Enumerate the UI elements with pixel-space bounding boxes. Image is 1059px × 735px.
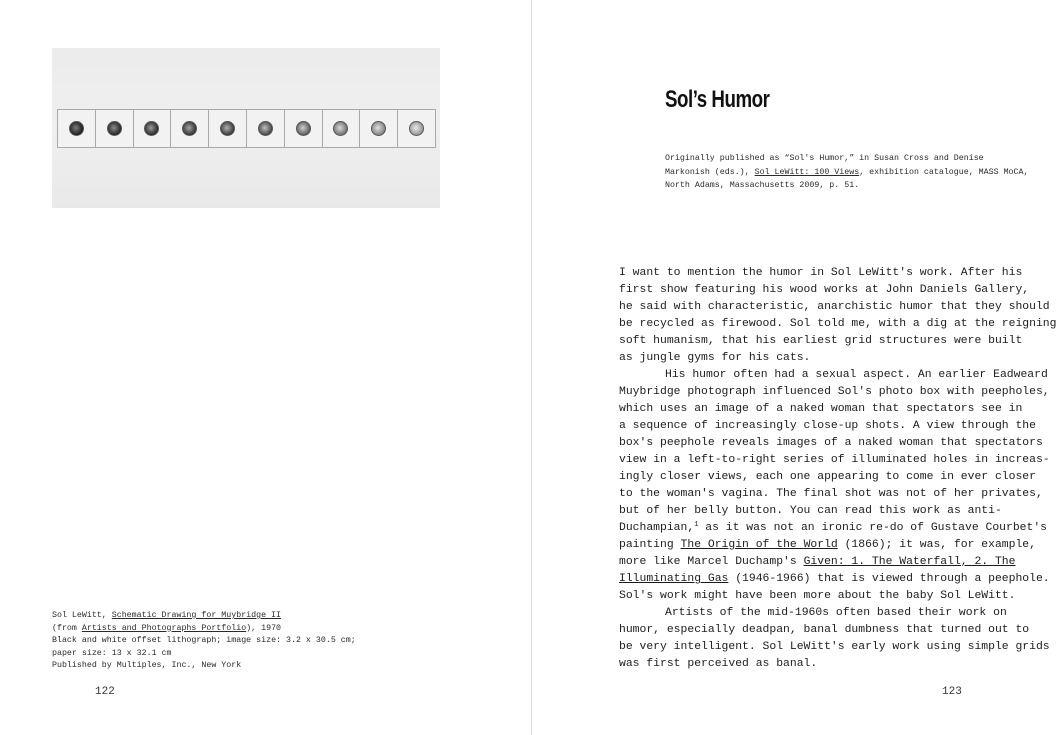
body-line: ingly closer views, each one appearing to come in ever closer: [619, 471, 1036, 483]
body-text-span: painting: [619, 539, 681, 551]
body-line: [619, 554, 1019, 571]
artwork-frame: [322, 109, 360, 148]
artwork-frame: [133, 109, 171, 148]
body-line: I want to mention the humor in Sol LeWitt's work. After his: [619, 267, 1023, 279]
artwork-image: [52, 48, 440, 208]
source-line: [665, 166, 1029, 180]
page-number-left: 122: [95, 686, 115, 698]
caption-title: Schematic Drawing for Muybridge II: [111, 611, 282, 620]
artwork-frames: [57, 109, 436, 148]
body-line: Muybridge photograph influenced Sol's photo box with peepholes,: [619, 386, 1050, 398]
body-text-span: as it was not an ironic re-do of Gustave Courbet's: [698, 522, 1048, 534]
source-line: Originally published as “Sol's Humor,” in Susan Cross and Denise: [665, 154, 984, 163]
caption-publisher: Published by Multiples, Inc., New York: [52, 661, 242, 670]
artwork-frame: [359, 109, 397, 148]
body-text-span: (1946-1966) that is viewed through a peephole.: [728, 573, 1050, 585]
caption-paper-size: paper size: 13 x 32.1 cm: [52, 648, 172, 658]
body-line: humor, especially deadpan, banal dumbness that turned out to: [619, 624, 1030, 636]
source-line: North Adams, Massachusetts 2009, p. 51.: [665, 181, 860, 190]
body-line: to the woman's vagina. The final shot was not of her privates,: [619, 488, 1043, 500]
body-line: but of her belly button. You can read this work as anti-: [619, 505, 1002, 517]
body-line: His humor often had a sexual aspect. An earlier Eadweard: [665, 369, 1048, 381]
body-line: view in a left-to-right series of illuminated holes in increas-: [619, 454, 1050, 466]
artwork-frame: [170, 109, 208, 148]
body-line: soft humanism, that his earliest grid structures were built: [619, 335, 1023, 347]
caption-line: [52, 610, 452, 623]
body-text-span: more like Marcel Duchamp's: [619, 556, 804, 568]
body-line: [619, 537, 1036, 554]
body-line: as jungle gyms for his cats.: [619, 352, 811, 364]
artwork-title-origin: The Origin of the World: [680, 539, 838, 551]
artwork-frame: [95, 109, 133, 148]
page-number-right: 123: [942, 686, 962, 698]
artwork-frame: [57, 109, 95, 148]
artwork-frame: [208, 109, 246, 148]
artwork-frame: [397, 109, 436, 148]
body-line: [619, 571, 1050, 588]
right-page: [532, 0, 1059, 735]
footnote-ref[interactable]: 1: [694, 521, 699, 529]
body-line: Sol's work might have been more about the baby Sol LeWitt.: [619, 590, 1016, 602]
body-line: [619, 520, 1048, 537]
artwork-frame: [246, 109, 284, 148]
body-line: he said with characteristic, anarchistic humor that they should: [619, 301, 1050, 313]
source-book-title: Sol LeWitt: 100 Views: [754, 167, 860, 177]
caption-line: [52, 623, 452, 636]
body-line: box's peephole reveals images of a naked woman that spectators: [619, 437, 1043, 449]
body-text-span: (1866); it was, for example,: [837, 539, 1036, 551]
caption-artist: Sol LeWitt,: [52, 611, 112, 620]
body-line: a sequence of increasingly close-up shots. A view through the: [619, 420, 1036, 432]
caption-medium: Black and white offset lithograph; image size: 3.2 x 30.5 cm;: [52, 636, 356, 645]
caption-portfolio: Artists and Photographs Portfolio: [81, 623, 247, 633]
body-line: be very intelligent. Sol LeWitt's early work using simple grids: [619, 641, 1050, 653]
body-text: [619, 265, 1057, 673]
caption-text: (from: [52, 623, 82, 633]
body-line: which uses an image of a naked woman that spectators see in: [619, 403, 1023, 415]
artwork-frame: [284, 109, 322, 148]
body-line: be recycled as firewood. Sol told me, with a dig at the reigning: [619, 318, 1057, 330]
body-text-span: Duchampian,: [619, 522, 695, 534]
body-line: was first perceived as banal.: [619, 658, 818, 670]
source-text: Markonish (eds.),: [665, 167, 755, 177]
artwork-title-given-cont: Illuminating Gas: [619, 573, 729, 585]
chapter-title: Sol’s Humor: [665, 86, 770, 113]
source-note: [665, 152, 1029, 193]
artwork-caption: [52, 610, 452, 673]
artwork-title-given: Given: 1. The Waterfall, 2. The: [803, 556, 1016, 568]
body-line: Artists of the mid-1960s often based their work on: [665, 607, 1007, 619]
source-text: , exhibition catalogue, MASS MoCA,: [859, 167, 1029, 177]
body-line: first show featuring his wood works at John Daniels Gallery,: [619, 284, 1030, 296]
caption-text: ), 1970: [246, 623, 282, 633]
